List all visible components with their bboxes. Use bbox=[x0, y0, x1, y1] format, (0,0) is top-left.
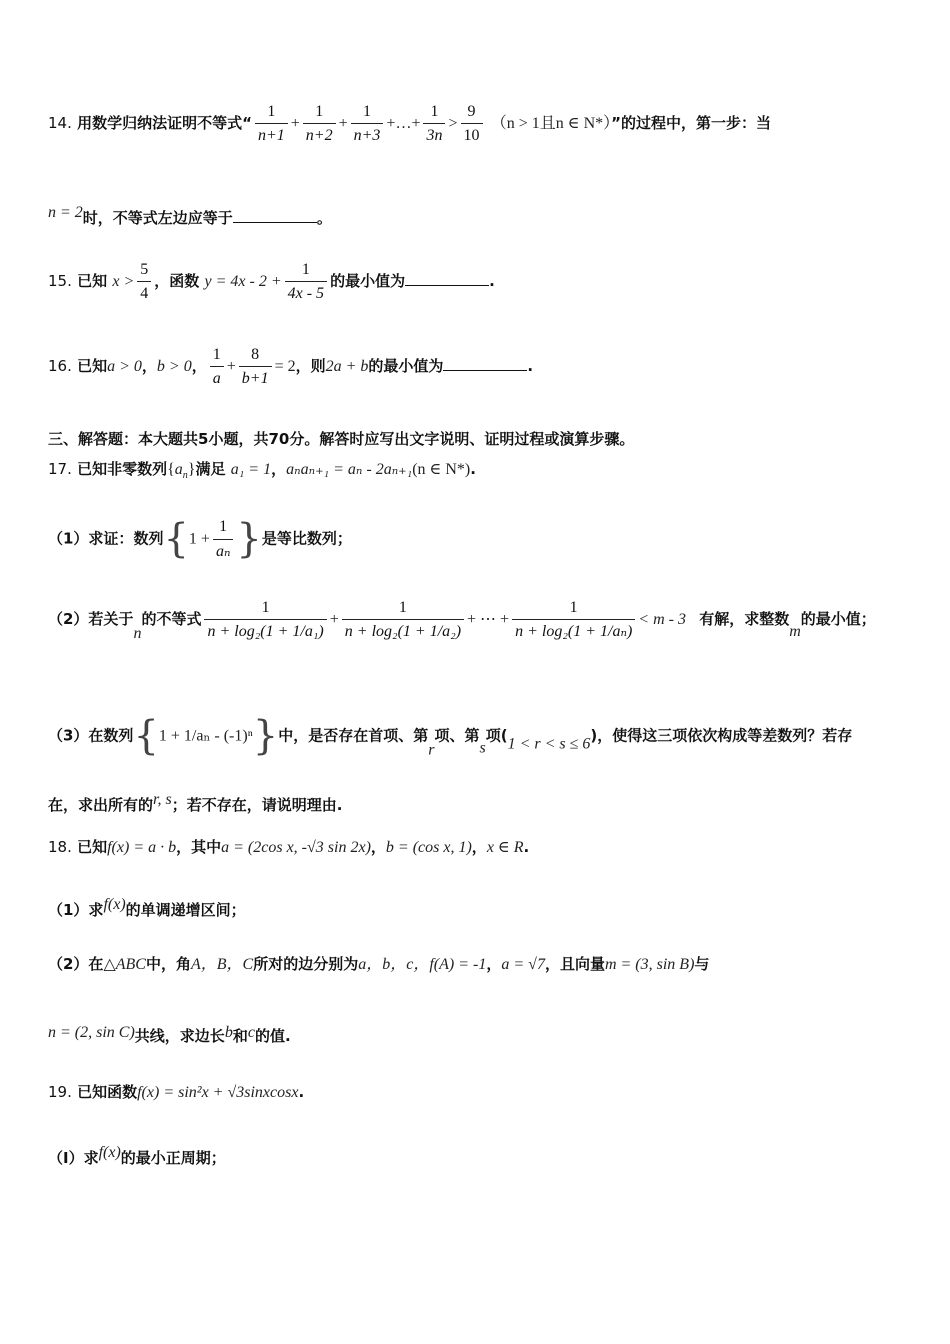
q17-seq: $\{a_n\}$ bbox=[167, 461, 196, 481]
q17-p2-term-2: $\frac{1}{\text{n + log₂(1 + 1/a₂)}}$ bbox=[342, 598, 464, 641]
q14-answer-blank[interactable] bbox=[233, 222, 317, 223]
q17-p2-term-3: $\frac{1}{\text{n + log₂(1 + 1/aₙ)}}$ bbox=[512, 598, 635, 641]
q14-line2-text: 时，不等式左边应等于 bbox=[82, 209, 233, 227]
q14-frac-2: $\frac{1}{n+2}$ bbox=[303, 102, 336, 145]
q18-part2: （2）在△ABC中，角A，B，C所对的边分别为a，b，c，f(A) = -1，a = √7，且向量m = (3, sin B)与 bbox=[48, 955, 710, 973]
q17-part3: （3）在数列{1 + 1/aₙ - (-1)ⁿ}中，是否存在首项、第r项、第s项(1 < r < s ≤ 6)，使得这三项依次构成等差数列？若存 bbox=[48, 713, 853, 759]
q17-part1: （1）求证：数列{1 + $\frac{1}{\text{aₙ}}$ }是等比数列； bbox=[48, 516, 352, 562]
section-3-heading: 三、解答题：本大题共5小题，共70分。解答时应写出文字说明、证明过程或演算步骤。 bbox=[48, 430, 635, 448]
q18-part2-line2: n = (2, sin C)共线，求边长b和c的值. bbox=[48, 1024, 291, 1045]
q14-frac-4: $\frac{1}{3n}$ bbox=[423, 102, 445, 145]
q16-answer-blank[interactable] bbox=[443, 370, 527, 371]
q14-number: 14. bbox=[48, 114, 72, 133]
q18-number: 18. bbox=[48, 838, 72, 856]
q16-line: 16. 已知a > 0，b > 0， $\frac{1}{a}$ + $\frac{8}{b+1}$ = 2，则2a + b的最小值为 . bbox=[48, 346, 534, 388]
q15-line: 15. 已知 x > $\frac{5}{4}$ ，函数 y = 4x - 2 + $\frac{1}{4x - 5}$ 的最小值为 . bbox=[48, 261, 495, 303]
q15-answer-blank[interactable] bbox=[405, 285, 489, 286]
q19-number: 19. bbox=[48, 1083, 72, 1101]
q17-p2-term-1: $\frac{1}{\text{n + log₂(1 + 1/a₁)}}$ bbox=[204, 598, 326, 641]
q17-p2-dots: + ⋯ + bbox=[467, 611, 510, 629]
q14-condition: （n > 1且n ∈ N*） bbox=[490, 115, 612, 133]
q16-number: 16. bbox=[48, 357, 72, 376]
q17-p1-frac: $\frac{1}{\text{aₙ}}$ bbox=[213, 517, 233, 560]
q14-frac-3: $\frac{1}{n+3}$ bbox=[351, 102, 384, 145]
q14-n-eq: n = 2 bbox=[48, 204, 83, 221]
q14-frac-5: $\frac{9}{10}$ bbox=[461, 102, 483, 145]
q15-number: 15. bbox=[48, 272, 72, 291]
q15-cond-frac: $\frac{5}{4}$ bbox=[137, 260, 151, 303]
q14-tail: ”的过程中，第一步：当 bbox=[611, 114, 772, 133]
q17-p3-expr: 1 + 1/aₙ - (-1)ⁿ bbox=[158, 727, 253, 745]
q18-line: 18. 已知f(x) = a · b，其中a = (2cos x, -√3 sin 2x)，b = (cos x, 1)，x ∈ R. bbox=[48, 838, 530, 856]
q14-line1: 14. 用数学归纳法证明不等式“ $\frac{1}{n+1}$ + $\frac{1}{n+2}$ + $\frac{1}{n+3}$ +…+ $\frac{1}{3n}$ > $\frac{9}{10}$ （n > 1且n ∈ N*）”的过程中，第一步：当 bbox=[48, 103, 772, 145]
q17-number: 17. bbox=[48, 460, 72, 478]
q14-line2: n = 2时，不等式左边应等于 。 bbox=[48, 204, 332, 227]
q19-line: 19. 已知函数f(x) = sin²x + √3sinxcosx. bbox=[48, 1083, 305, 1101]
q15-func: y = 4x - 2 + bbox=[204, 273, 282, 291]
q19-part1: （Ⅰ）求f(x)的最小正周期； bbox=[48, 1144, 226, 1167]
q15-cond: x > bbox=[112, 273, 135, 291]
q16-frac-1: $\frac{1}{a}$ bbox=[210, 345, 224, 388]
q14-frac-1: $\frac{1}{n+1}$ bbox=[255, 102, 288, 145]
q16-frac-2: $\frac{8}{b+1}$ bbox=[239, 345, 272, 388]
q17-part2: （2）若关于n的不等式 $\frac{1}{\text{n + log₂(1 + 1/a₁)}}$ + $\frac{1}{\text{n + log₂(1 + 1/a₂)}}$ + ⋯ + $\frac{1}{\text{n + log₂(1 + 1/aₙ)}}$ < m - 3 有解，求整数m的最小值； bbox=[48, 599, 876, 643]
q15-func-frac: $\frac{1}{4x - 5}$ bbox=[285, 260, 327, 303]
q17-part3-line2: 在，求出所有的r, s；若不存在，请说明理由. bbox=[48, 791, 343, 814]
q14-lead: 用数学归纳法证明不等式“ bbox=[77, 114, 252, 133]
q17-line: 17. 已知非零数列$\{a_n\}$满足 a₁ = 1，aₙaₙ₊₁ = aₙ - 2aₙ₊₁(n ∈ N*). bbox=[48, 460, 476, 481]
q18-part1: （1）求f(x)的单调递增区间； bbox=[48, 896, 246, 919]
